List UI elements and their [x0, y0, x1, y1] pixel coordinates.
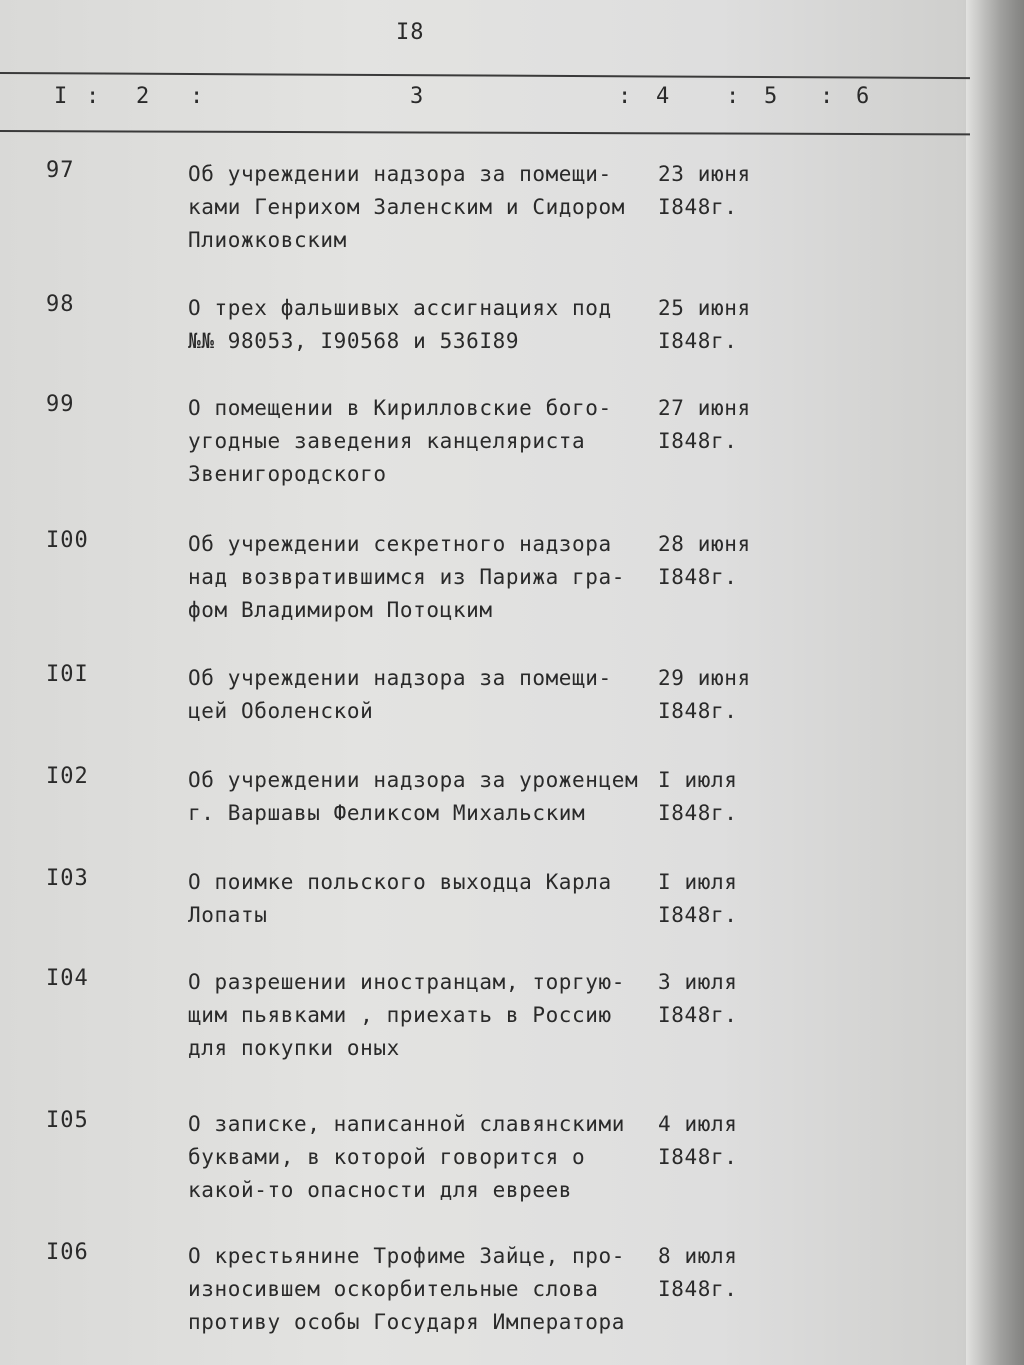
entry-date: 8 июля I848г. — [658, 1244, 738, 1301]
entry-date: 25 июня I848г. — [658, 296, 751, 353]
entry-number: I04 — [46, 966, 89, 991]
entry-date: 23 июня I848г. — [658, 162, 751, 219]
entry-date: 27 июня I848г. — [658, 396, 751, 453]
entry-title: О записке, написанной славянскими буквами, в которой говорится о какой-то опасности для евреев — [188, 1112, 626, 1202]
entry-date: 3 июля I848г. — [658, 970, 738, 1027]
entry-number: 99 — [46, 392, 75, 417]
column-separator: : — [726, 84, 740, 109]
column-header-3: 3 — [410, 84, 424, 109]
entry-title: О поимке польского выходца Карла Лопаты — [188, 870, 612, 927]
entry-number: 98 — [46, 292, 75, 317]
entry-date: I июля I848г. — [658, 870, 738, 927]
entry-title: Об учреждении надзора за помещи- ками Генрихом Заленским и Сидором Плиожковским — [188, 162, 626, 252]
column-header-6: 6 — [856, 84, 870, 109]
entry-title: О разрешении иностранцам, торгую- щим пьявками , приехать в Россию для покупки оных — [188, 970, 626, 1060]
column-separator: : — [618, 84, 632, 109]
column-separator: : — [86, 84, 100, 109]
column-separator: : — [820, 84, 834, 109]
entry-title: О крестьянине Трофиме Зайце, про- износившем оскорбительные слова противу особы Государя Императора — [188, 1244, 626, 1334]
entry-title: О помещении в Кирилловские бого- угодные заведения канцеляриста Звенигородского — [188, 396, 612, 486]
entry-number: I02 — [46, 764, 89, 789]
entry-number: I05 — [46, 1108, 89, 1133]
column-header-1: I — [54, 84, 68, 109]
entry-date: I июля I848г. — [658, 768, 738, 825]
entry-title: Об учреждении надзора за помещи- цей Оболенской — [188, 666, 612, 723]
header-rule-top — [0, 72, 970, 79]
entry-title: Об учреждении секретного надзора над возвратившимся из Парижа гра- фом Владимиром Потоцким — [188, 532, 626, 622]
entry-date: 4 июля I848г. — [658, 1112, 738, 1169]
entry-title: Об учреждении надзора за уроженцем г. Варшавы Феликсом Михальским — [188, 768, 639, 825]
page-edge-shadow — [966, 0, 1024, 1365]
entry-title: О трех фальшивых ассигнациях под №№ 98053, I90568 и 536I89 — [188, 296, 612, 353]
column-header-2: 2 — [136, 84, 150, 109]
entry-number: I00 — [46, 528, 89, 553]
column-separator: : — [190, 84, 204, 109]
column-header-4: 4 — [656, 84, 670, 109]
entry-number: I03 — [46, 866, 89, 891]
entry-number: 97 — [46, 158, 75, 183]
entry-number: I0I — [46, 662, 89, 687]
entry-number: I06 — [46, 1240, 89, 1265]
page-number: I8 — [396, 20, 425, 45]
entry-date: 29 июня I848г. — [658, 666, 751, 723]
column-header-5: 5 — [764, 84, 778, 109]
header-rule-bottom — [0, 130, 970, 135]
entry-date: 28 июня I848г. — [658, 532, 751, 589]
